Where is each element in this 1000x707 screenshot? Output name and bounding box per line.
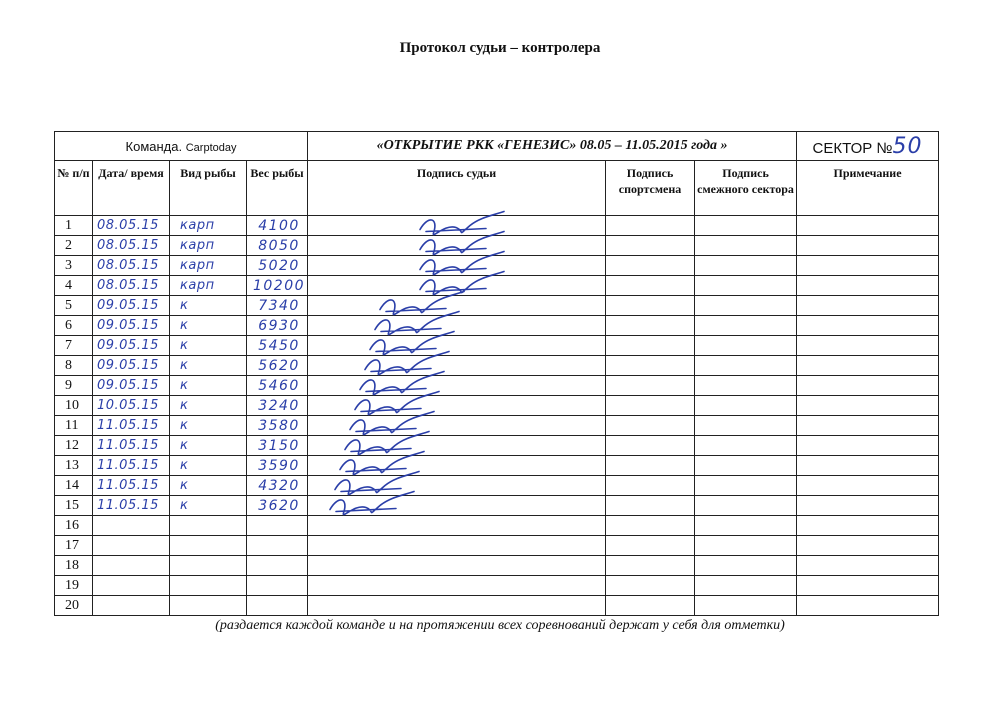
sector-number: 50 bbox=[892, 133, 923, 159]
row-judge-signature bbox=[308, 256, 606, 276]
row-athlete-signature bbox=[606, 276, 695, 296]
row-judge-signature bbox=[308, 236, 606, 256]
row-date bbox=[93, 536, 170, 556]
row-number: 17 bbox=[55, 536, 93, 556]
row-number: 4 bbox=[55, 276, 93, 296]
team-name: Carptoday bbox=[185, 141, 237, 154]
row-fish-weight: 4100 bbox=[247, 216, 308, 236]
row-date: 11.05.15 bbox=[93, 456, 170, 476]
team-label: Команда. bbox=[125, 138, 183, 154]
row-number: 18 bbox=[55, 556, 93, 576]
row-date: 11.05.15 bbox=[93, 496, 170, 516]
row-judge-signature bbox=[308, 416, 606, 436]
row-note bbox=[797, 516, 939, 536]
table-row bbox=[55, 396, 939, 416]
row-number: 5 bbox=[55, 296, 93, 316]
row-neighbor-signature bbox=[695, 376, 797, 396]
row-neighbor-signature bbox=[695, 276, 797, 296]
table-row bbox=[55, 596, 939, 616]
row-note bbox=[797, 416, 939, 436]
table-row bbox=[55, 496, 939, 516]
row-note bbox=[797, 336, 939, 356]
row-athlete-signature bbox=[606, 256, 695, 276]
table-row bbox=[55, 276, 939, 296]
row-fish-kind: к bbox=[170, 296, 247, 316]
row-fish-kind: к bbox=[170, 496, 247, 516]
row-judge-signature bbox=[308, 316, 606, 336]
row-fish-kind: к bbox=[170, 376, 247, 396]
row-judge-signature bbox=[308, 456, 606, 476]
row-fish-kind: к bbox=[170, 356, 247, 376]
row-number: 20 bbox=[55, 596, 93, 616]
row-date: 11.05.15 bbox=[93, 476, 170, 496]
row-neighbor-signature bbox=[695, 356, 797, 376]
row-judge-signature bbox=[308, 496, 606, 516]
table-row bbox=[55, 556, 939, 576]
row-date: 11.05.15 bbox=[93, 416, 170, 436]
row-athlete-signature bbox=[606, 556, 695, 576]
row-athlete-signature bbox=[606, 316, 695, 336]
row-note bbox=[797, 536, 939, 556]
row-neighbor-signature bbox=[695, 416, 797, 436]
row-neighbor-signature bbox=[695, 496, 797, 516]
row-fish-weight: 5460 bbox=[247, 376, 308, 396]
row-athlete-signature bbox=[606, 516, 695, 536]
row-athlete-signature bbox=[606, 576, 695, 596]
row-athlete-signature bbox=[606, 236, 695, 256]
row-number: 15 bbox=[55, 496, 93, 516]
row-fish-weight: 3150 bbox=[247, 436, 308, 456]
col-header-note: Примечание bbox=[797, 161, 939, 216]
row-fish-weight bbox=[247, 576, 308, 596]
row-number: 13 bbox=[55, 456, 93, 476]
row-note bbox=[797, 216, 939, 236]
row-date: 09.05.15 bbox=[93, 376, 170, 396]
table-row bbox=[55, 416, 939, 436]
row-judge-signature bbox=[308, 356, 606, 376]
col-header-athlete-signature: Подпись спортсмена bbox=[606, 161, 695, 216]
row-neighbor-signature bbox=[695, 436, 797, 456]
row-judge-signature bbox=[308, 576, 606, 596]
row-note bbox=[797, 476, 939, 496]
row-fish-weight: 10200 bbox=[247, 276, 308, 296]
row-note bbox=[797, 596, 939, 616]
row-fish-kind bbox=[170, 556, 247, 576]
row-athlete-signature bbox=[606, 536, 695, 556]
row-fish-weight: 4320 bbox=[247, 476, 308, 496]
row-athlete-signature bbox=[606, 416, 695, 436]
table-row bbox=[55, 376, 939, 396]
page-title: Протокол судьи – контролера bbox=[399, 40, 601, 56]
row-number: 2 bbox=[55, 236, 93, 256]
sector-cell bbox=[797, 132, 939, 161]
row-neighbor-signature bbox=[695, 216, 797, 236]
row-note bbox=[797, 236, 939, 256]
row-date: 08.05.15 bbox=[93, 236, 170, 256]
row-date bbox=[93, 516, 170, 536]
row-fish-weight: 3580 bbox=[247, 416, 308, 436]
row-note bbox=[797, 316, 939, 336]
table-row bbox=[55, 296, 939, 316]
row-athlete-signature bbox=[606, 396, 695, 416]
row-fish-kind: к bbox=[170, 456, 247, 476]
row-fish-weight: 5020 bbox=[247, 256, 308, 276]
row-number: 9 bbox=[55, 376, 93, 396]
table-row bbox=[55, 236, 939, 256]
row-date: 09.05.15 bbox=[93, 296, 170, 316]
row-number: 19 bbox=[55, 576, 93, 596]
row-date: 08.05.15 bbox=[93, 276, 170, 296]
table-row bbox=[55, 256, 939, 276]
row-judge-signature bbox=[308, 296, 606, 316]
row-fish-weight: 5450 bbox=[247, 336, 308, 356]
row-fish-kind: к bbox=[170, 416, 247, 436]
row-note bbox=[797, 556, 939, 576]
row-athlete-signature bbox=[606, 596, 695, 616]
row-judge-signature bbox=[308, 216, 606, 236]
row-date: 09.05.15 bbox=[93, 356, 170, 376]
row-fish-weight bbox=[247, 536, 308, 556]
table-row bbox=[55, 456, 939, 476]
row-athlete-signature bbox=[606, 336, 695, 356]
row-fish-kind: к bbox=[170, 476, 247, 496]
row-neighbor-signature bbox=[695, 476, 797, 496]
row-judge-signature bbox=[308, 476, 606, 496]
row-athlete-signature bbox=[606, 456, 695, 476]
row-note bbox=[797, 256, 939, 276]
row-neighbor-signature bbox=[695, 556, 797, 576]
row-number: 1 bbox=[55, 216, 93, 236]
row-fish-kind: к bbox=[170, 436, 247, 456]
row-number: 3 bbox=[55, 256, 93, 276]
row-note bbox=[797, 356, 939, 376]
row-neighbor-signature bbox=[695, 596, 797, 616]
row-judge-signature bbox=[308, 396, 606, 416]
row-fish-kind: к bbox=[170, 396, 247, 416]
row-date: 09.05.15 bbox=[93, 336, 170, 356]
row-fish-kind bbox=[170, 576, 247, 596]
row-note bbox=[797, 456, 939, 476]
row-note bbox=[797, 496, 939, 516]
judge-protocol-table bbox=[54, 131, 939, 616]
row-neighbor-signature bbox=[695, 316, 797, 336]
row-fish-weight bbox=[247, 516, 308, 536]
row-fish-weight: 5620 bbox=[247, 356, 308, 376]
table-row bbox=[55, 476, 939, 496]
row-date: 08.05.15 bbox=[93, 256, 170, 276]
table-row bbox=[55, 336, 939, 356]
row-date: 08.05.15 bbox=[93, 216, 170, 236]
row-judge-signature bbox=[308, 516, 606, 536]
row-fish-weight bbox=[247, 596, 308, 616]
row-fish-kind bbox=[170, 536, 247, 556]
row-athlete-signature bbox=[606, 356, 695, 376]
row-judge-signature bbox=[308, 596, 606, 616]
row-fish-kind: карп bbox=[170, 236, 247, 256]
table-row bbox=[55, 516, 939, 536]
row-fish-kind bbox=[170, 516, 247, 536]
row-number: 14 bbox=[55, 476, 93, 496]
row-fish-kind: к bbox=[170, 316, 247, 336]
row-judge-signature bbox=[308, 556, 606, 576]
event-title: «ОТКРЫТИЕ РКК «ГЕНЕЗИС» 08.05 – 11.05.2015 года » bbox=[308, 132, 797, 161]
row-number: 7 bbox=[55, 336, 93, 356]
row-number: 8 bbox=[55, 356, 93, 376]
col-header-date: Дата/ время bbox=[93, 161, 170, 216]
row-neighbor-signature bbox=[695, 336, 797, 356]
header-top-row bbox=[55, 132, 939, 161]
column-header-row bbox=[55, 161, 939, 216]
col-header-number: № п/п bbox=[55, 161, 93, 216]
row-neighbor-signature bbox=[695, 536, 797, 556]
sector-label: СЕКТОР № bbox=[812, 139, 893, 157]
row-fish-weight: 8050 bbox=[247, 236, 308, 256]
row-date bbox=[93, 576, 170, 596]
table-row bbox=[55, 216, 939, 236]
row-athlete-signature bbox=[606, 376, 695, 396]
row-note bbox=[797, 276, 939, 296]
row-athlete-signature bbox=[606, 216, 695, 236]
row-number: 12 bbox=[55, 436, 93, 456]
table-row bbox=[55, 356, 939, 376]
row-number: 16 bbox=[55, 516, 93, 536]
row-athlete-signature bbox=[606, 436, 695, 456]
row-fish-weight: 3240 bbox=[247, 396, 308, 416]
row-fish-kind: карп bbox=[170, 276, 247, 296]
row-neighbor-signature bbox=[695, 296, 797, 316]
row-number: 6 bbox=[55, 316, 93, 336]
col-header-neighbor-signature: Подпись смежного сектора bbox=[695, 161, 797, 216]
row-neighbor-signature bbox=[695, 236, 797, 256]
row-note bbox=[797, 296, 939, 316]
row-fish-weight: 3590 bbox=[247, 456, 308, 476]
catch-rows bbox=[55, 216, 939, 616]
row-date bbox=[93, 556, 170, 576]
row-fish-weight: 6930 bbox=[247, 316, 308, 336]
row-note bbox=[797, 376, 939, 396]
row-date: 09.05.15 bbox=[93, 316, 170, 336]
row-judge-signature bbox=[308, 336, 606, 356]
row-date bbox=[93, 596, 170, 616]
col-header-judge-signature: Подпись судьи bbox=[308, 161, 606, 216]
row-date: 10.05.15 bbox=[93, 396, 170, 416]
row-fish-kind: карп bbox=[170, 216, 247, 236]
row-neighbor-signature bbox=[695, 396, 797, 416]
row-fish-kind: к bbox=[170, 336, 247, 356]
row-fish-weight: 3620 bbox=[247, 496, 308, 516]
row-athlete-signature bbox=[606, 296, 695, 316]
row-note bbox=[797, 436, 939, 456]
team-cell bbox=[55, 132, 308, 161]
row-fish-kind bbox=[170, 596, 247, 616]
row-neighbor-signature bbox=[695, 576, 797, 596]
row-neighbor-signature bbox=[695, 456, 797, 476]
row-judge-signature bbox=[308, 436, 606, 456]
row-date: 11.05.15 bbox=[93, 436, 170, 456]
table-row bbox=[55, 536, 939, 556]
col-header-fish-weight: Вес рыбы bbox=[247, 161, 308, 216]
row-athlete-signature bbox=[606, 496, 695, 516]
col-header-fish-kind: Вид рыбы bbox=[170, 161, 247, 216]
row-number: 10 bbox=[55, 396, 93, 416]
row-fish-weight bbox=[247, 556, 308, 576]
row-judge-signature bbox=[308, 276, 606, 296]
row-athlete-signature bbox=[606, 476, 695, 496]
table-row bbox=[55, 436, 939, 456]
row-judge-signature bbox=[308, 376, 606, 396]
row-number: 11 bbox=[55, 416, 93, 436]
row-fish-kind: карп bbox=[170, 256, 247, 276]
row-fish-weight: 7340 bbox=[247, 296, 308, 316]
row-neighbor-signature bbox=[695, 256, 797, 276]
table-row bbox=[55, 576, 939, 596]
row-judge-signature bbox=[308, 536, 606, 556]
row-neighbor-signature bbox=[695, 516, 797, 536]
row-note bbox=[797, 576, 939, 596]
row-note bbox=[797, 396, 939, 416]
table-row bbox=[55, 316, 939, 336]
footer-note: (раздается каждой команде и на протяжении всех соревнований держат у себя для отметки) bbox=[215, 618, 785, 633]
